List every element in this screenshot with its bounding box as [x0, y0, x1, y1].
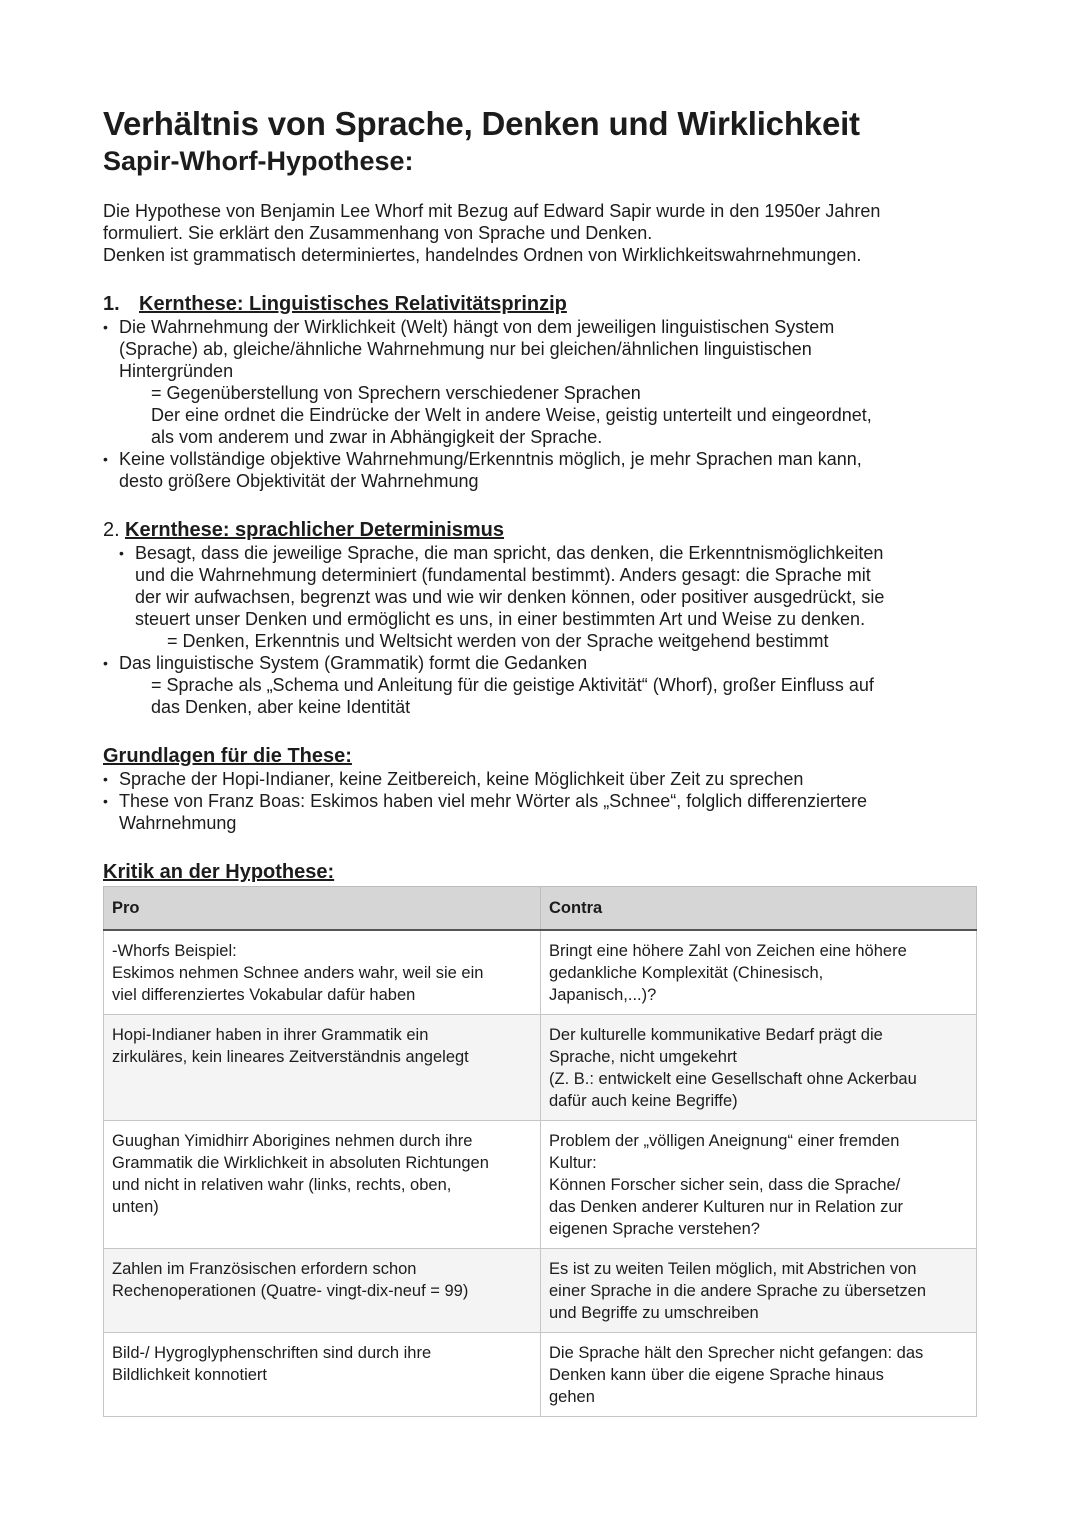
list-item: [103, 542, 977, 630]
list-item: [103, 316, 977, 382]
text-line: Die Sprache hält den Sprecher nicht gefangen: das: [549, 1344, 924, 1362]
intro-line: Die Hypothese von Benjamin Lee Whorf mit Bezug auf Edward Sapir wurde in den 1950er Jahren: [103, 201, 881, 221]
cell-contra: [541, 1249, 977, 1333]
text-line: unten): [112, 1198, 159, 1216]
intro-line: Denken ist grammatisch determiniertes, handelndes Ordnen von Wirklichkeitswahrnehmungen.: [103, 245, 862, 265]
text-line: Rechenoperationen (Quatre- vingt-dix-neuf = 99): [112, 1282, 469, 1300]
section-1-title: Kernthese: Linguistisches Relativitätsprinzip: [139, 293, 567, 315]
section-2-list: [103, 542, 977, 630]
table-row: [104, 930, 977, 1015]
section-1-list: [103, 316, 977, 382]
text-line: Sprache, nicht umgekehrt: [549, 1048, 738, 1066]
table-row: [104, 1333, 977, 1417]
column-header-pro: Pro: [104, 887, 541, 931]
column-header-contra: Contra: [541, 887, 977, 931]
text-line: Problem der „völligen Aneignung“ einer fremden: [549, 1132, 900, 1150]
text-line: = Sprache als „Schema und Anleitung für die geistige Aktivität“ (Whorf), großer Einfluss auf: [151, 675, 874, 695]
text-line: als vom anderem und zwar in Abhängigkeit der Sprache.: [151, 427, 603, 447]
grundlagen-heading: Grundlagen für die These:: [103, 745, 352, 767]
section-1-heading: [103, 292, 977, 316]
text-line: Bildlichkeit konnotiert: [112, 1366, 267, 1384]
document-content: [103, 104, 977, 1417]
section-2-note-1: = Denken, Erkenntnis und Weltsicht werden von der Sprache weitgehend bestimmt: [167, 631, 829, 651]
text-line: gedankliche Komplexität (Chinesisch,: [549, 964, 824, 982]
section-1-list-2: [103, 448, 977, 492]
table-row: [104, 1121, 977, 1249]
text-line: und nicht in relativen wahr (links, rechts, oben,: [112, 1176, 452, 1194]
text-line: Hintergründen: [119, 361, 234, 381]
text-line: zirkuläres, kein lineares Zeitverständnis angelegt: [112, 1048, 469, 1066]
section-2-list-2: [103, 652, 977, 674]
text-line: Können Forscher sicher sein, dass die Sprache/: [549, 1176, 901, 1194]
list-item: [103, 448, 977, 492]
section-2-number: 2.: [103, 519, 120, 541]
text-line: Bringt eine höhere Zahl von Zeichen eine höhere: [549, 942, 907, 960]
kritik-heading: Kritik an der Hypothese:: [103, 861, 335, 883]
list-item: • Sprache der Hopi-Indianer, keine Zeitbereich, keine Möglichkeit über Zeit zu sprechen: [103, 768, 977, 790]
cell-pro: [104, 1121, 541, 1249]
section-2-note-2: [103, 674, 977, 718]
table-body: [104, 930, 977, 1417]
page-title: Verhältnis von Sprache, Denken und Wirklichkeit: [103, 105, 860, 142]
text-line: dafür auch keine Begriffe): [549, 1092, 738, 1110]
section-1-note: [103, 382, 977, 448]
text-line: • These von Franz Boas: Eskimos haben viel mehr Wörter als „Schnee“, folglich differenziertere: [119, 791, 867, 811]
intro-line: formuliert. Sie erklärt den Zusammenhang von Sprache und Denken.: [103, 223, 653, 243]
table-row: [104, 1249, 977, 1333]
cell-pro: [104, 1333, 541, 1417]
text-line: Es ist zu weiten Teilen möglich, mit Abstrichen von: [549, 1260, 917, 1278]
page-subtitle: Sapir-Whorf-Hypothese:: [103, 146, 414, 176]
intro-paragraph: [103, 200, 977, 266]
text-line: Grammatik die Wirklichkeit in absoluten Richtungen: [112, 1154, 489, 1172]
text-line: Wahrnehmung: [119, 813, 237, 833]
list-item: [103, 790, 977, 834]
text-line: eigenen Sprache verstehen?: [549, 1220, 760, 1238]
text-line: Der kulturelle kommunikative Bedarf prägt die: [549, 1026, 883, 1044]
text-line: einer Sprache in die andere Sprache zu übersetzen: [549, 1282, 926, 1300]
text-line: und Begriffe zu umschreiben: [549, 1304, 759, 1322]
cell-contra: [541, 1333, 977, 1417]
text-line: der wir aufwachsen, begrenzt was und wie wir denken können, oder positiver ausgedrückt, sie: [135, 587, 885, 607]
section-2-title: Kernthese: sprachlicher Determinismus: [125, 519, 505, 541]
text-line: Eskimos nehmen Schnee anders wahr, weil sie ein: [112, 964, 484, 982]
kritik-table: [103, 886, 977, 1417]
text-line: Bild-/ Hygroglyphenschriften sind durch ihre: [112, 1344, 432, 1362]
text-line: • Keine vollständige objektive Wahrnehmung/Erkenntnis möglich, je mehr Sprachen man kann,: [119, 449, 862, 469]
text-line: Japanisch,...)?: [549, 986, 657, 1004]
table-header-row: [104, 887, 977, 931]
grundlagen-list: [103, 768, 977, 834]
text-line: Der eine ordnet die Eindrücke der Welt in andere Weise, geistig unterteilt und eingeordnet,: [151, 405, 872, 425]
cell-contra: [541, 1015, 977, 1121]
cell-pro: [104, 930, 541, 1015]
text-line: (Sprache) ab, gleiche/ähnliche Wahrnehmung nur bei gleichen/ähnlichen linguistischen: [119, 339, 812, 359]
text-line: steuert unser Denken und ermöglicht es uns, in einer bestimmten Art und Weise zu denken.: [135, 609, 866, 629]
text-line: Kultur:: [549, 1154, 597, 1172]
text-line: viel differenziertes Vokabular dafür haben: [112, 986, 416, 1004]
text-line: • Die Wahrnehmung der Wirklichkeit (Welt) hängt von dem jeweiligen linguistischen System: [119, 317, 835, 337]
text-line: = Gegenüberstellung von Sprechern verschiedener Sprachen: [151, 383, 641, 403]
text-line: Zahlen im Französischen erfordern schon: [112, 1260, 417, 1278]
text-line: das Denken, aber keine Identität: [151, 697, 411, 717]
text-line: Denken kann über die eigene Sprache hinaus: [549, 1366, 884, 1384]
cell-contra: [541, 1121, 977, 1249]
text-line: das Denken anderer Kulturen nur in Relation zur: [549, 1198, 904, 1216]
list-item: • Das linguistische System (Grammatik) formt die Gedanken: [103, 652, 977, 674]
text-line: • Besagt, dass die jeweilige Sprache, die man spricht, das denken, die Erkenntnismöglichkeiten: [135, 543, 884, 563]
cell-pro: [104, 1249, 541, 1333]
text-line: (Z. B.: entwickelt eine Gesellschaft ohne Ackerbau: [549, 1070, 917, 1088]
text-line: und die Wahrnehmung determiniert (fundamental bestimmt). Anders gesagt: die Sprache mit: [135, 565, 871, 585]
text-line: Guughan Yimidhirr Aborigines nehmen durch ihre: [112, 1132, 473, 1150]
section-1-number: 1.: [103, 293, 120, 315]
text-line: -Whorfs Beispiel:: [112, 942, 237, 960]
text-line: gehen: [549, 1388, 595, 1406]
text-line: Hopi-Indianer haben in ihrer Grammatik ein: [112, 1026, 429, 1044]
cell-contra: [541, 930, 977, 1015]
text-line: desto größere Objektivität der Wahrnehmung: [119, 471, 479, 491]
section-2-heading: [103, 518, 977, 542]
table-row: [104, 1015, 977, 1121]
cell-pro: [104, 1015, 541, 1121]
